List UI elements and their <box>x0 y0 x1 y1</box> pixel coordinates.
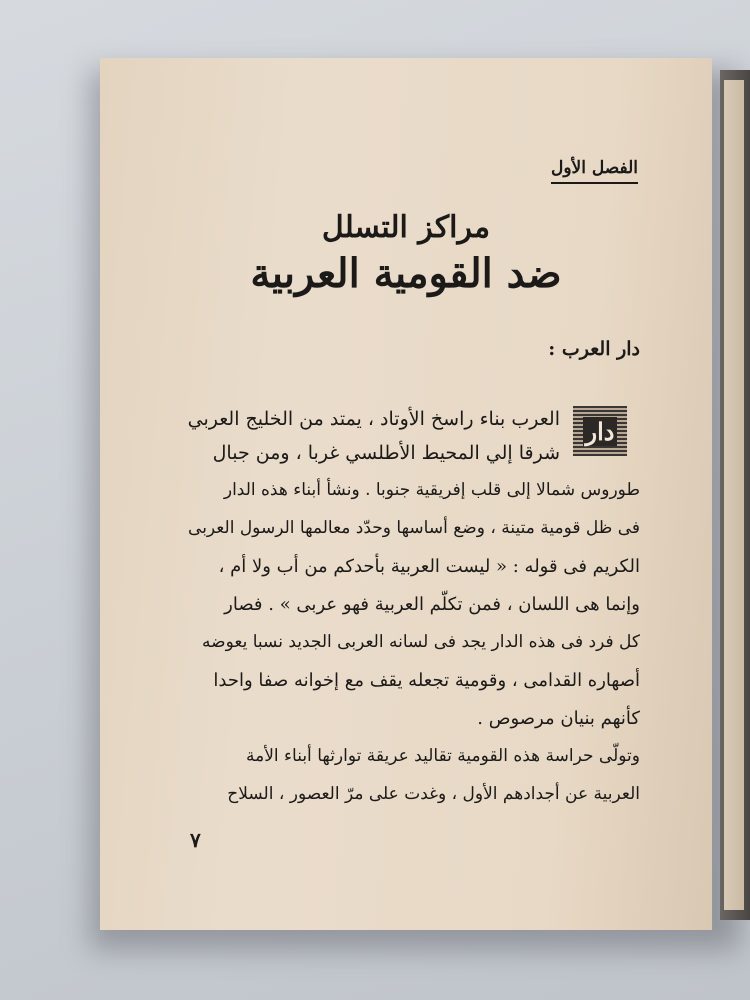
body-line-3: طوروس شمالا إلى قلب إفريقية جنوبا . ونشأ أبناء هذه الدار <box>223 480 640 500</box>
book-spine-edge <box>720 70 750 920</box>
body-line-9: كأنهم بنيان مرصوص . <box>477 708 640 729</box>
body-line-5: الكريم فى قوله : « ليست العربية بأحدكم من أب ولا أم ، <box>218 556 640 577</box>
title-line-1: مراكز التسلل <box>321 210 491 245</box>
section-heading: دار العرب : <box>548 338 640 360</box>
body-line-2: شرقا إلي المحيط الأطلسي غربا ، ومن جبال <box>212 442 560 464</box>
page-number: ٧ <box>190 828 201 852</box>
body-line-6: وإنما هى اللسان ، فمن تكلّم العربية فهو عربى » . فصار <box>224 594 640 615</box>
body-line-1: العرب بناء راسخ الأوتاد ، يمتد من الخليج العربي <box>187 408 560 430</box>
next-page-edge <box>724 80 744 910</box>
body-line-4: فى ظل قومية متينة ، وضع أساسها وحدّد معالمها الرسول العربى <box>188 518 640 538</box>
chapter-label: الفصل الأول <box>551 158 638 184</box>
body-line-8: أصهاره القدامى ، وقومية تجعله يقف مع إخوانه صفا واحدا <box>213 670 640 691</box>
book-page <box>100 58 712 930</box>
title-line-2: ضد القومية العربية <box>250 250 562 297</box>
drop-cap <box>573 406 627 456</box>
body-line-11: العربية عن أجدادهم الأول ، وغدت على مرّ العصور ، السلاح <box>227 784 640 804</box>
body-line-10: وتولّى حراسة هذه القومية تقاليد عريقة توارثها أبناء الأمة <box>245 746 640 766</box>
drop-cap-text: دار <box>583 417 618 446</box>
body-line-7: كل فرد فى هذه الدار يجد فى لسانه العربى الجديد نسبا يعوضه <box>202 632 640 652</box>
